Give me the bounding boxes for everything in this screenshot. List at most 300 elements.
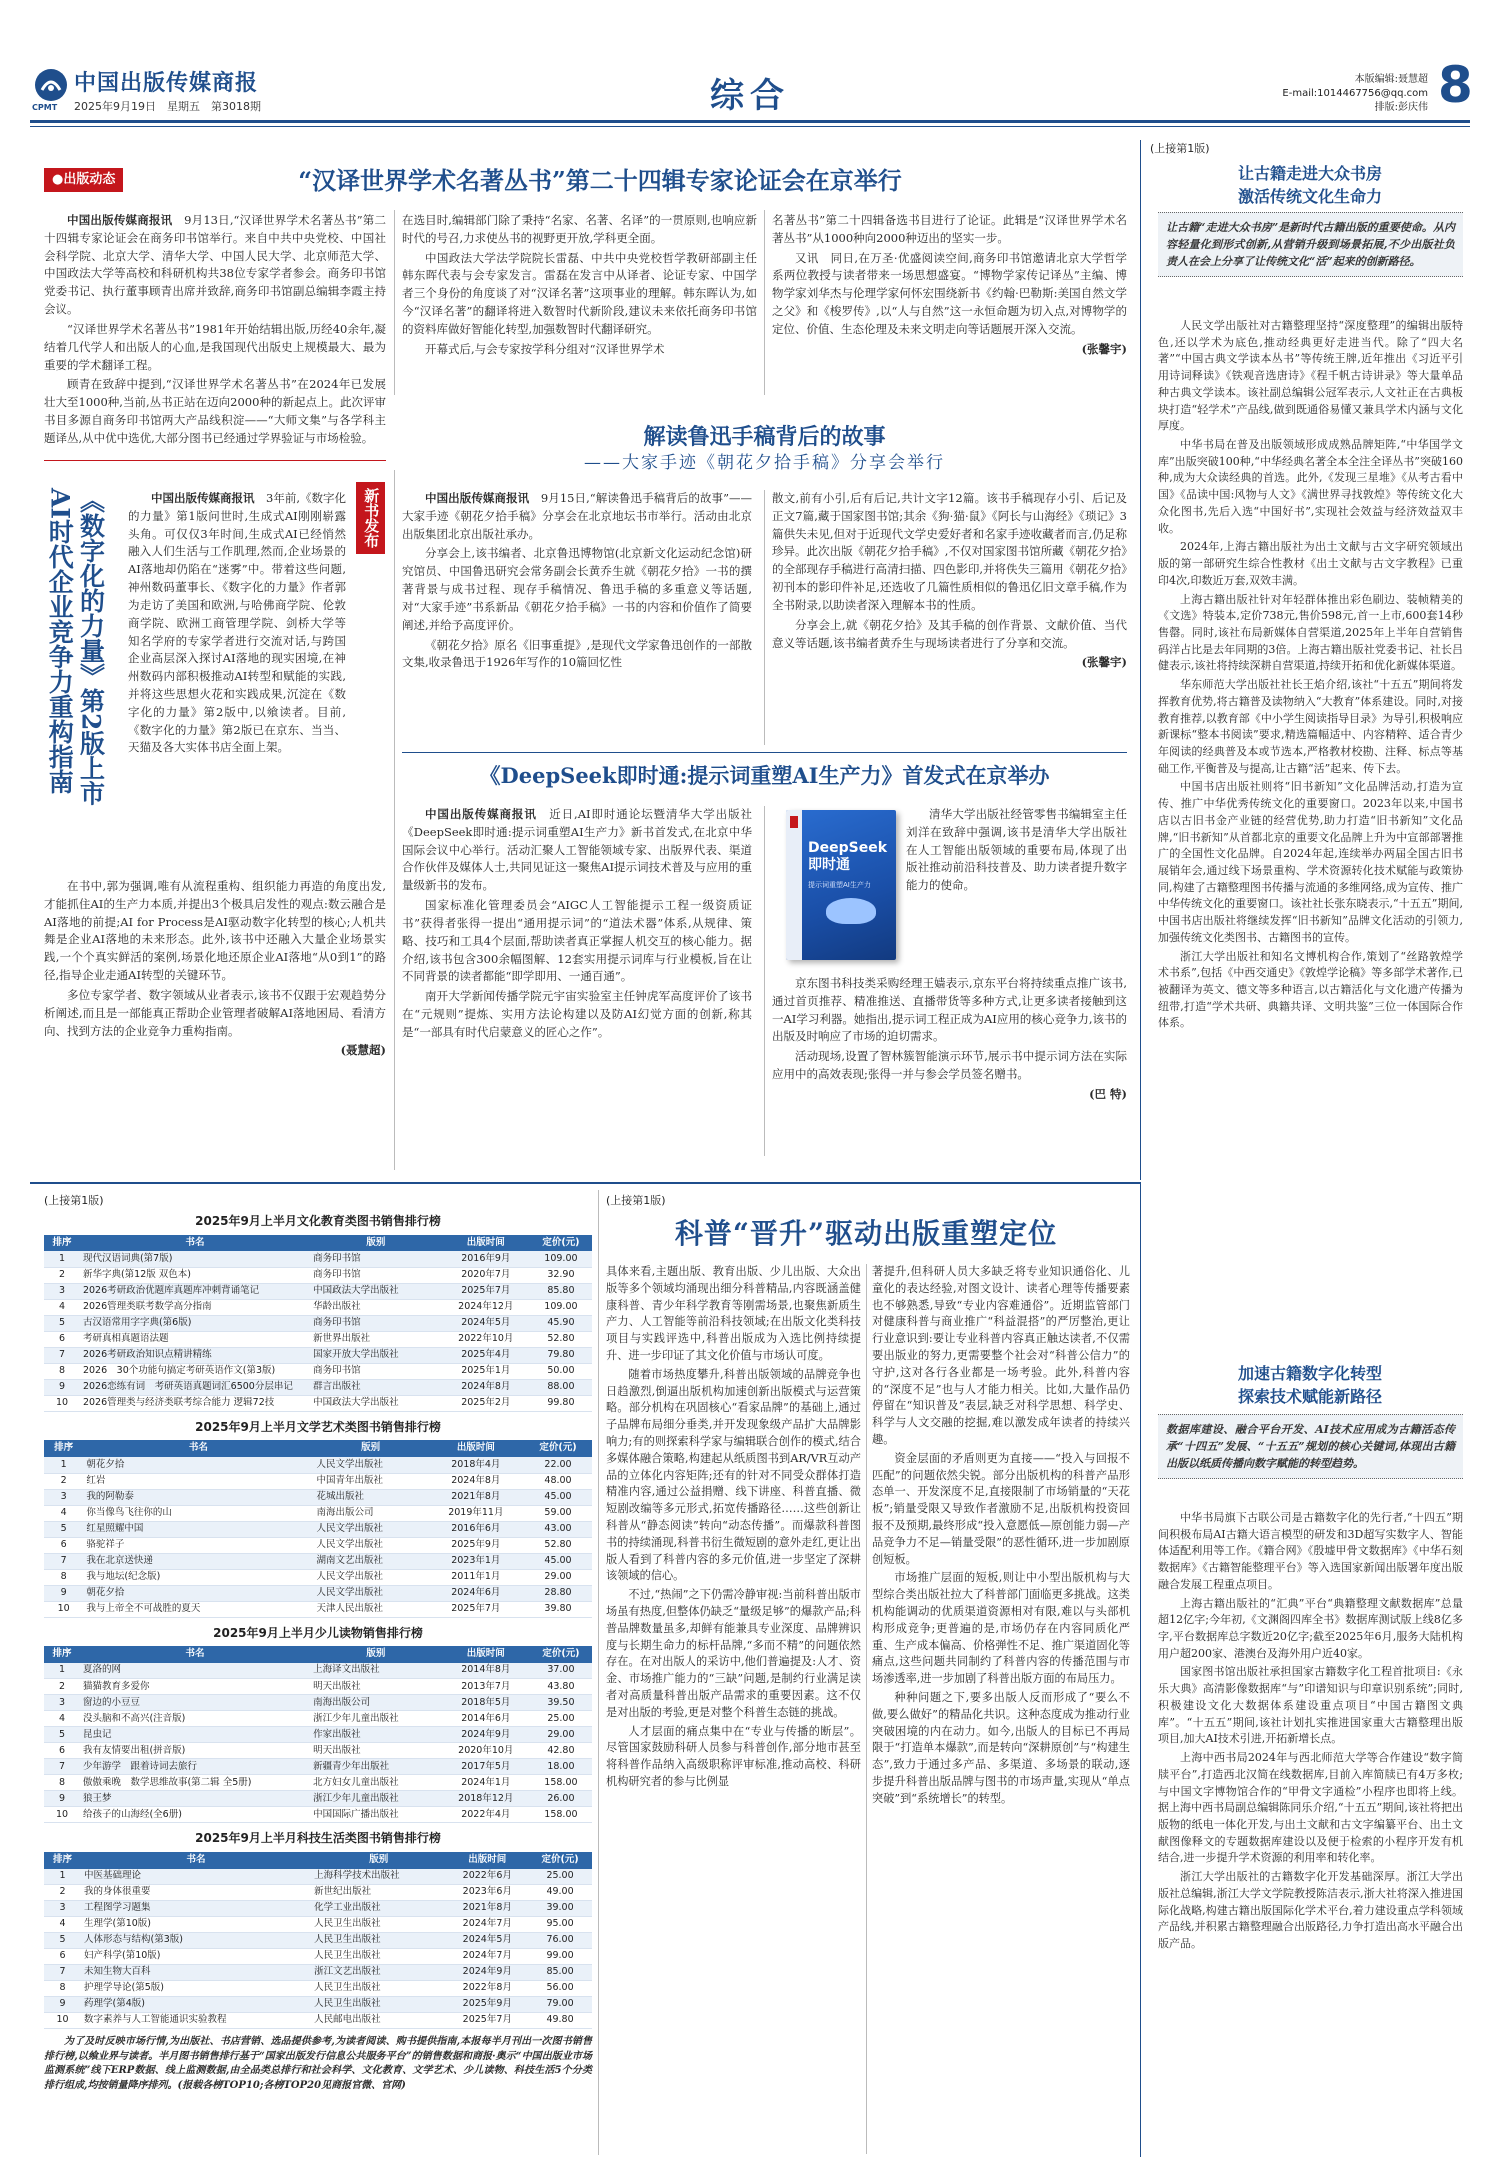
table-cell: 红岩: [83, 1473, 313, 1489]
table-cell: 2016年9月: [442, 1251, 530, 1267]
page-number: 8: [1438, 56, 1473, 114]
table-cell: 45.00: [524, 1489, 592, 1505]
table-cell: 158.00: [530, 1775, 592, 1791]
article1-para: 又讯 同日,在万圣·优盛阅读空间,商务印书馆邀请北京大学哲学系两位教授与读者带来一场思想盛宴。“博物学家传记译丛”主编、博物学家刘华杰与伦理学家何怀宏围绕新书《约翰·巴勒斯:美国自然文学之父》和《梭罗传》,以“人与自然”这一永恒命题为切入点,对博物学的定位、价值、生态伦理及未来文明走向等话题展开深入交流。: [772, 250, 1127, 336]
table-cell: 药理学(第4版): [81, 1997, 311, 2013]
table-row: [44, 1363, 592, 1379]
table-cell: 红星照耀中国: [83, 1521, 313, 1537]
ranking-title: 2025年9月上半月少儿读物销售排行榜: [213, 1625, 423, 1640]
table-cell: 浙江文艺出版社: [311, 1965, 446, 1981]
table-cell: 45.90: [530, 1315, 592, 1331]
table-cell: 5: [44, 1727, 80, 1743]
ranking-header-cell: 书名: [80, 1235, 310, 1252]
table-cell: 49.00: [528, 1885, 592, 1901]
table-cell: 109.00: [530, 1251, 592, 1267]
table-row: [44, 1791, 592, 1807]
table-cell: 99.80: [530, 1395, 592, 1411]
table-cell: 2024年12月: [442, 1299, 530, 1315]
article3-para: 分享会上,就《朝花夕拾》及其手稿的创作背景、文献价值、当代意义等话题,该书编者黄乔生与现场读者进行了分享和交流。: [772, 617, 1127, 650]
table-cell: 2026恋练有词 考研英语真题词汇6500分层串记: [80, 1379, 310, 1395]
table-row: [44, 1569, 592, 1585]
table-cell: 25.00: [530, 1711, 592, 1727]
table-row: [44, 1299, 592, 1315]
table-cell: 2018年4月: [428, 1457, 524, 1473]
ranking-table: [44, 1852, 592, 2029]
table-cell: 2025年1月: [442, 1363, 530, 1379]
layout-credit: 排版:彭庆伟: [1374, 102, 1428, 113]
article3-subtitle: ——大家手迹《朝花夕拾手稿》分享会举行: [584, 453, 945, 473]
article3-col1: [402, 490, 752, 674]
ranking-header-cell: 定价(元): [524, 1440, 592, 1457]
table-cell: 2023年1月: [428, 1553, 524, 1569]
table-cell: 2026考研政治知识点精讲精练: [80, 1347, 310, 1363]
table-cell: 2022年8月: [446, 1981, 528, 1997]
book-cover-subtitle: 提示词重塑AI生产力: [808, 881, 871, 889]
table-cell: 明天出版社: [310, 1679, 442, 1695]
table-cell: 生理学(第10版): [81, 1917, 311, 1933]
article4-col2: [906, 806, 1127, 897]
table-cell: 人民文学出版社: [314, 1521, 428, 1537]
table-cell: 2025年2月: [442, 1395, 530, 1411]
table-cell: 52.80: [530, 1331, 592, 1347]
table-cell: 59.00: [524, 1505, 592, 1521]
table-cell: 99.00: [528, 1949, 592, 1965]
table-cell: 2024年8月: [428, 1473, 524, 1489]
sidebar-para: 浙江大学出版社和知名文博机构合作,策划了“丝路敦煌学术书系”,包括《中西交通史》《敦煌学论稿》等多部学术著作,已被翻译为英文、德文等多种语言,以古籍活化与文化遗产传播为纽带,打造“学术共研、典籍共译、文明共鉴”三位一体国际合作体系。: [1158, 949, 1463, 1030]
table-cell: 50.00: [530, 1363, 592, 1379]
table-row: [44, 1949, 592, 1965]
table-cell: 新世纪出版社: [311, 1885, 446, 1901]
ranking-header-cell: 出版时间: [442, 1235, 530, 1252]
table-row: [44, 1981, 592, 1997]
table-row: [44, 1933, 592, 1949]
article4-title: 《DeepSeek即时通:提示词重塑AI生产力》首发式在京举办: [479, 763, 1050, 788]
table-cell: 3: [44, 1901, 81, 1917]
table-cell: 人民卫生出版社: [311, 1949, 446, 1965]
ranking-header-cell: 书名: [80, 1646, 310, 1663]
table-cell: 39.00: [528, 1901, 592, 1917]
editor-email: E-mail:1014467756@qq.com: [1282, 88, 1428, 99]
table-cell: 48.00: [524, 1473, 592, 1489]
table-cell: 未知生物大百科: [81, 1965, 311, 1981]
table-cell: 43.00: [524, 1521, 592, 1537]
table-cell: 39.50: [530, 1695, 592, 1711]
table-cell: 1: [44, 1869, 81, 1885]
table-cell: 2017年5月: [442, 1759, 530, 1775]
table-cell: 人民文学出版社: [314, 1537, 428, 1553]
table-cell: 南海出版公司: [314, 1505, 428, 1521]
table-cell: 6: [44, 1537, 83, 1553]
table-cell: 商务印书馆: [310, 1363, 442, 1379]
table-cell: 85.80: [530, 1283, 592, 1299]
table-cell: 26.00: [530, 1791, 592, 1807]
table-cell: 工程图学习题集: [81, 1901, 311, 1917]
table-cell: 人民卫生出版社: [311, 1917, 446, 1933]
table-cell: 2: [44, 1885, 81, 1901]
table-row: [44, 1537, 592, 1553]
table-cell: 2025年7月: [428, 1601, 524, 1617]
table-cell: 中国青年出版社: [314, 1473, 428, 1489]
ranking-table: [44, 1646, 592, 1823]
table-cell: 中国国际广播出版社: [310, 1807, 442, 1823]
table-row: [44, 1585, 592, 1601]
article4-para: 京东图书科技类采购经理王嫱表示,京东平台将持续重点推广该书,通过首页推荐、精准推送、直播带货等多种方式,让更多读者接触到这一AI学习利器。她指出,提示词工程正成为AI应用的核心竞争力,该书的出版及时响应了市场的迫切需求。: [772, 976, 1128, 1044]
table-cell: 1: [44, 1663, 80, 1679]
table-cell: 2025年9月: [446, 1997, 528, 2013]
table-cell: 9: [44, 1585, 83, 1601]
table-cell: 朝花夕拾: [83, 1457, 313, 1473]
table-row: [44, 1695, 592, 1711]
article1-col3: [772, 212, 1127, 359]
whale-icon: [826, 898, 876, 924]
sidebar-title2-line2: 探索技术赋能新路径: [1237, 1387, 1382, 1407]
table-cell: 2025年4月: [442, 1347, 530, 1363]
table-cell: 2023年6月: [446, 1885, 528, 1901]
article2-para: 3年前,《数字化的力量》第1版问世时,生成式AI刚刚崭露头角。可仅仅3年时间,生成式AI已经悄然融入人们生活与工作肌理,然而,企业场景的AI落地却仍陷在“迷雾”中。带着这些问题,神州数码董事长、《数字化的力量》作者郭为走访了美国和欧洲,与哈佛商学院、伦敦商学院、欧洲工商管理学院、剑桥大学等知名学府的专家学者进行交流对话,与跨国企业高层深入探讨AI落地的现实困境,在神州数码内部积极推动AI转型和赋能的实践,并将这些思想火花和实践成果,沉淀在《数字化的力量》第2版中,以飨读者。目前,《数字化的力量》第2版已在京东、当当、天猫及各大实体书店全面上架。: [128, 491, 347, 755]
table-cell: 8: [44, 1981, 81, 1997]
table-cell: 43.80: [530, 1679, 592, 1695]
ranking-header-cell: 版别: [314, 1440, 428, 1457]
article1-title: “汉译世界学术名著丛书”第二十四辑专家论证会在京举行: [298, 166, 902, 195]
table-cell: 你当像鸟飞往你的山: [83, 1505, 313, 1521]
table-row: [44, 1965, 592, 1981]
article2-author: (聂慧超): [340, 1043, 386, 1058]
table-cell: 49.80: [528, 2013, 592, 2029]
article1-para: 名著丛书”第二十四辑备选书目进行了论证。此辑是“汉译世界学术名著丛书”从1000种向2000种迈出的坚实一步。: [772, 213, 1127, 245]
table-row: [44, 1869, 592, 1885]
table-cell: 给孩子的山海经(全6册): [80, 1807, 310, 1823]
article4-para: 国家标准化管理委员会“AIGC人工智能提示工程一级资质证书”获得者张得一提出“通用提示词”的“道法术器”体系,从规律、策略、技巧和工具4个层面,帮助读者真正掌握人机交互的核心能力。据介绍,该书包含300余幅图解、12套实用提示词库与行业模板,旨在让不同背景的读者都能“即学即用、一通百通”。: [402, 898, 752, 984]
article4-para: 清华大学出版社经管零售书编辑室主任刘洋在致辞中强调,该书是清华大学出版社在人工智能出版领域的重要布局,体现了出版社推动前沿科技普及、助力读者提升数字能力的使命。: [906, 807, 1127, 893]
table-cell: 2025年7月: [446, 2013, 528, 2029]
table-cell: 95.00: [528, 1917, 592, 1933]
table-cell: 39.80: [524, 1601, 592, 1617]
table-cell: 没头脑和不高兴(注音版): [80, 1711, 310, 1727]
table-cell: 夏洛的网: [80, 1663, 310, 1679]
table-cell: 7: [44, 1347, 80, 1363]
table-cell: 我在北京送快递: [83, 1553, 313, 1569]
article3-title: 解读鲁迅手稿背后的故事: [643, 424, 886, 450]
table-cell: 人民文学出版社: [314, 1585, 428, 1601]
article3-para: 9月15日,“解读鲁迅手稿背后的故事”——大家手迹《朝花夕拾手稿》分享会在北京地坛书市举行。活动由北京出版集团北京出版社承办。: [402, 491, 753, 541]
table-cell: 我的身体很重要: [81, 1885, 311, 1901]
table-cell: 85.00: [528, 1965, 592, 1981]
table-cell: 2024年1月: [442, 1775, 530, 1791]
article1-byline: 中国出版传媒商报讯: [67, 213, 173, 227]
table-row: [44, 1663, 592, 1679]
table-cell: 4: [44, 1505, 83, 1521]
table-cell: 人民文学出版社: [314, 1457, 428, 1473]
article1-col1: [44, 212, 386, 450]
rankings-block: [44, 1206, 592, 2093]
table-cell: 2018年12月: [442, 1791, 530, 1807]
sidebar-title-line2: 激活传统文化生命力: [1237, 187, 1382, 207]
article2-para: 在书中,郭为强调,唯有从流程重构、组织能力再造的角度出发,才能抓住AI的生产力本质,并提出3个极具启发性的观点:数云融合是AI落地的前提;AI for Process是AI驱动数字化转型的核心;人机共舞是企业AI落地的未来形态。此外,该书中还融入大量企业场景实践,一个个真实鲜活的案例,场景化地还原企业AI落地“从0到1”的路径,指导企业走通AI转型的关键环节。: [44, 879, 386, 983]
table-cell: 42.80: [530, 1743, 592, 1759]
table-cell: 数字素养与人工智能通识实验教程: [81, 2013, 311, 2029]
table-cell: 商务印书馆: [310, 1251, 442, 1267]
article4-col2b: [772, 975, 1127, 1104]
table-cell: 朝花夕拾: [83, 1585, 313, 1601]
table-cell: 10: [44, 1601, 83, 1617]
table-row: [44, 2013, 592, 2029]
table-row: [44, 1331, 592, 1347]
table-cell: 10: [44, 2013, 81, 2029]
table-cell: 浙江少年儿童出版社: [310, 1791, 442, 1807]
table-cell: 4: [44, 1299, 80, 1315]
table-row: [44, 1553, 592, 1569]
table-row: [44, 1489, 592, 1505]
article5-para: 种种问题之下,要多出版人反而形成了“要么不做,要么做好”的精品化共识。这种态度成为推动行业突破困境的内在动力。如今,出版人的目标已不再局限于“打造单本爆款”,而是转向“深耕原创”与“构建生态”,致力于通过多产品、多渠道、多场景的联动,逐步提升科普出版品牌与图书的市场声量,实现从“单点突破”到“系统增长”的转型。: [872, 1690, 1130, 1805]
ranking-header-cell: 版别: [310, 1646, 442, 1663]
article5-para: 市场推广层面的短板,则让中小型出版机构与大型综合类出版社拉大了科普部门面临更多挑战。这类机构能调动的优质渠道资源相对有限,难以与头部机构形成竞争;更普遍的是,市场仍存在内容同质化严重、生产成本偏高、价格弹性不足、推广渠道固化等痛点,这些问题共同制约了科普内容的传播范围与市场渗透率,进一步加剧了科普出版方面的布局压力。: [872, 1571, 1130, 1686]
table-cell: 5: [44, 1521, 83, 1537]
ranking-table: [44, 1440, 592, 1617]
ranking-header-cell: 书名: [83, 1440, 313, 1457]
ranking-table-science: [44, 1829, 592, 2029]
table-cell: 天津人民出版社: [314, 1601, 428, 1617]
table-cell: 妇产科学(第10版): [81, 1949, 311, 1965]
article4-para: 南开大学新闻传播学院元宇宙实验室主任钟虎军高度评价了该书在“元规则”提炼、实用方法论构建以及防AI幻觉方面的创新,称其是“一部具有时代启蒙意义的匠心之作”。: [402, 989, 752, 1039]
article1-para: “汉译世界学术名著丛书”1981年开始结辑出版,历经40余年,凝结着几代学人和出版人的心血,是我国现代出版史上规模最大、最为重要的学术翻译工程。: [44, 321, 386, 372]
table-row: [44, 1727, 592, 1743]
table-cell: 现代汉语词典(第7版): [80, 1251, 310, 1267]
sidebar-para: 浙江大学出版社的古籍数字化开发基础深厚。浙江大学出版社总编辑,浙江大学文学院教授陈洁表示,浙大社将深入推进国际化战略,构建古籍出版国际化学术平台,着力建设重点学科领域产品线,并积累古籍整理融合出版路径,力争打造出高水平融合出版产品。: [1158, 1870, 1463, 1950]
table-row: [44, 1251, 592, 1267]
table-cell: 2024年6月: [428, 1585, 524, 1601]
table-cell: 我与地坛(纪念版): [83, 1569, 313, 1585]
ranking-header-cell: 版别: [311, 1852, 446, 1869]
article5-continued: (上接第1版): [606, 1194, 666, 1207]
table-cell: 7: [44, 1553, 83, 1569]
table-cell: 37.00: [530, 1663, 592, 1679]
sidebar-para: 上海中西书局2024年与西北师范大学等合作建设“数字简牍平台”,打造西北汉简在线数据库,目前入库简牍已有4万多枚;与中国文字博物馆合作的“甲骨文字通检”小程序也即将上线。据上海中西书局副总编辑陈同乐介绍,“十五五”期间,该社将把出版物的纸电一体化开发,与出土文献和古文字编纂平台、出土文献图像释文的专题数据库建设以及便于检索的小程序开发有机结合,进一步提升学术资源的利用率和转化率。: [1158, 1751, 1463, 1865]
table-cell: 2: [44, 1679, 80, 1695]
article5-col2: [872, 1264, 1130, 1810]
table-cell: 2026考研政治优题库真题库冲刺背诵笔记: [80, 1283, 310, 1299]
ranking-title: 2025年9月上半月科技生活类图书销售排行榜: [195, 1831, 441, 1846]
table-cell: 昆虫记: [80, 1727, 310, 1743]
table-cell: 8: [44, 1775, 80, 1791]
table-cell: 华龄出版社: [310, 1299, 442, 1315]
table-cell: 2014年8月: [442, 1663, 530, 1679]
sidebar-title2-line1: 加速古籍数字化转型: [1237, 1364, 1382, 1383]
table-cell: 中医基础理论: [81, 1869, 311, 1885]
article4-para: 活动现场,设置了智林簇智能演示环节,展示书中提示词方法在实际应用中的高效表现;张得一并与参会学员签名赠书。: [772, 1049, 1127, 1082]
article3-para: 散文,前有小引,后有后记,共计文字12篇。该书手稿现存小引、后记及正文7篇,藏于国家图书馆;其余《狗·猫·鼠》《阿长与山海经》《琐记》3篇供失未见,但对于近现代文学史爱好者和名家手迹收藏者而言,仍足称珍异。此次出版《朝花夕拾手稿》,不仅对国家图书馆所藏《朝花夕拾》的全部现存手稿进行高清扫描、四色影印,并将佚失三篇用《朝花夕拾》初刊本的影印件补足,还选收了几篇性质相似的鲁迅亿旧文章手稿,作为全书附录,以助读者深入理解本书的性质。: [772, 491, 1127, 612]
table-row: [44, 1267, 592, 1283]
masthead-rule: [30, 120, 1470, 123]
table-cell: 新世界出版社: [310, 1331, 442, 1347]
table-cell: 人民卫生出版社: [311, 1933, 446, 1949]
table-cell: 中国政法大学出版社: [310, 1395, 442, 1411]
table-cell: 9: [44, 1379, 80, 1395]
section-title: 综合: [710, 76, 790, 116]
article5-para: 随着市场热度攀升,科普出版领域的品牌竞争也日趋激烈,倒逼出版机构加速创新出版模式与运营策略。部分机构在巩固核心“看家品牌”的基础上,通过子品牌布局细分垂类,并开发现象级产品扩大品牌影响力;有的则探索科学家与编辑联合创作的模式,结合多媒体融合策略,构建起从纸质图书到AR/VR互动产品的立体化内容矩阵;还有的针对不同受众群体打造精准内容,通过公益捐赠、线下讲座、科普直播、微短剧改编等多元形式,拓宽传播路径……这些创新让科普从“静态阅读”转向“动态传播”。而爆款科普图书的持续涌现,科普书衍生微短剧的意外走红,更让出版人看到了科普内容的多元价值,进一步坚定了深耕该领域的信心。: [606, 1367, 861, 1583]
table-row: [44, 1347, 592, 1363]
table-cell: 2014年6月: [442, 1711, 530, 1727]
table-cell: 6: [44, 1331, 80, 1347]
table-row: [44, 1473, 592, 1489]
table-cell: 我的阿勒泰: [83, 1489, 313, 1505]
table-cell: 2024年9月: [446, 1965, 528, 1981]
article5-para: 人才层面的痛点集中在“专业与传播的断层”。尽管国家鼓励科研人员参与科普创作,部分地市甚至将科普作品纳入高级职称评审标准,推动高校、科研机构研究者的参与比例显: [606, 1724, 861, 1788]
mid-rule: [30, 1182, 1140, 1184]
table-row: [44, 1395, 592, 1411]
article3-para: 分享会上,该书编者、北京鲁迅博物馆(北京新文化运动纪念馆)研究馆员、中国鲁迅研究会常务副会长黄乔生就《朝花夕拾》一书的撰著背景与成书过程、现存手稿情况、鲁迅手稿的多重意义等话题,对“大家手迹”书系新品《朝花夕拾手稿》一书的内容和价值作了简要阐述,并给予高度评价。: [402, 546, 752, 632]
sidebar-para: 中国书店出版社则将“旧书新知”文化品牌活动,打造为宣传、推广中华优秀传统文化的重要窗口。2023年以来,中国书店以古旧书金产业链的经营优势,助力打造“旧书新知”文化品牌,“旧书新知”从首都北京的重要文化品牌上升为中宣部部署推广的全国性文化品牌。自2024年起,连续举办两届全国古旧书展销年会,通过线下场景重构、学术资源转化技术赋能与政策协同,构建了古籍整理图书传播与流通的多维网络,成为宣传、推广中华传统文化的重要窗口。该社社长张东晓表示,“十五五”期间,中国书店出版社将继续发挥“旧书新知”品牌文化活动的引领力,加强传统文化类图书、古籍图书的宣传。: [1158, 780, 1463, 944]
table-cell: 2024年5月: [446, 1933, 528, 1949]
table-cell: 79.80: [530, 1347, 592, 1363]
article2-title-line1: 《数字化的力量》第2版上市: [76, 488, 106, 806]
table-cell: 化学工业出版社: [311, 1901, 446, 1917]
article2-wide: [44, 878, 386, 1060]
table-cell: 浙江少年儿童出版社: [310, 1711, 442, 1727]
ranking-title: 2025年9月上半月文学艺术类图书销售排行榜: [195, 1419, 441, 1434]
table-cell: 2022年4月: [442, 1807, 530, 1823]
table-cell: 2024年5月: [442, 1315, 530, 1331]
table-cell: 2: [44, 1267, 80, 1283]
table-cell: 4: [44, 1711, 80, 1727]
sidebar-title2: [1150, 1362, 1470, 1408]
table-cell: 傲傲乘晚 数学思维故事(第二辑 全5册): [80, 1775, 310, 1791]
table-cell: 2024年7月: [446, 1949, 528, 1965]
table-cell: 2016年6月: [428, 1521, 524, 1537]
table-cell: 9: [44, 1791, 80, 1807]
table-cell: 2026 30个功能句搞定考研英语作文(第3版): [80, 1363, 310, 1379]
ranking-table-education: [44, 1212, 592, 1412]
table-cell: 7: [44, 1965, 81, 1981]
table-cell: 9: [44, 1997, 81, 2013]
table-cell: 2026管理类与经济类联考综合能力 逻辑72技: [80, 1395, 310, 1411]
ranking-header-cell: 定价(元): [530, 1646, 592, 1663]
table-cell: 2024年7月: [446, 1917, 528, 1933]
table-row: [44, 1457, 592, 1473]
table-cell: 商务印书馆: [310, 1315, 442, 1331]
table-cell: 猫猫教育多爱你: [80, 1679, 310, 1695]
table-cell: 29.00: [530, 1727, 592, 1743]
ranking-title: 2025年9月上半月文化教育类图书销售排行榜: [195, 1214, 441, 1228]
table-cell: 花城出版社: [314, 1489, 428, 1505]
sidebar-continued: (上接第1版): [1150, 142, 1210, 155]
table-cell: 2018年5月: [442, 1695, 530, 1711]
article1-para: 中国政法大学法学院院长雷磊、中共中央党校哲学教研部副主任韩东晖代表与会专家发言。雷磊在发言中从译者、论证专家、中国学者三个身份的角度谈了对“汉译名著”这项事业的理解。韩东晖认为,如今“汉译名著”的翻译将进入数智时代新阶段,建议未来依托商务印书馆的资料库做好智能化转型,加强数智时代翻译研究。: [402, 250, 757, 336]
table-cell: 28.80: [524, 1585, 592, 1601]
table-cell: 5: [44, 1315, 80, 1331]
table-cell: 6: [44, 1743, 80, 1759]
table-cell: 79.00: [528, 1997, 592, 2013]
sidebar-title-line1: 让古籍走进大众书房: [1237, 164, 1382, 183]
sidebar-para: 华东师范大学出版社社长王焰介绍,该社“十五五”期间将发挥教育优势,将古籍普及读物纳入“大教育”体系建设。同时,对接教育推荐,以教育部《中小学生阅读指导目录》为导引,积极响应新课标“整本书阅读”要求,精选篇幅适中、内容精粹、适合青少年阅读的经典普及本或节选本,严格教材校勘、注释、标点等基础工作,平衡普及与提高,让古籍“活”起来、传下去。: [1158, 678, 1463, 775]
sidebar-para: 中华书局旗下古联公司是古籍数字化的先行者,“十四五”期间积极布局AI古籍大语言模型的研发和3D超写实数字人、智能体适配利用等工作。《籍合网》《殷墟甲骨文数据库》《中华石刻数据库》《古籍智能整理平台》等入选国家新闻出版署年度出版融合发展工程重点项目。: [1158, 1511, 1463, 1591]
logo-icon: [34, 68, 68, 102]
table-cell: 人民文学出版社: [314, 1569, 428, 1585]
table-row: [44, 1759, 592, 1775]
table-cell: 我与上帝全不可战胜的夏天: [83, 1601, 313, 1617]
sidebar-para: 上海古籍出版社的“汇典”平台“典籍整理文献数据库”总量超12亿字;今年初,《文渊阁四库全书》数据库测试版上线8亿多字,平台数据库总字数近20亿字;截至2025年6月,服务大陆机构用户超200家、港澳台及海外用户近40家。: [1158, 1596, 1463, 1660]
table-cell: 国家开放大学出版社: [310, 1347, 442, 1363]
sidebar-lead: 让古籍“走进大众书房”是新时代古籍出版的重要使命。从内容轻量化到形式创新,从营销升级到场景拓展,不少出版社负责人在会上分享了让传统文化“活”起来的创新路径。: [1158, 212, 1463, 277]
table-row: [44, 1901, 592, 1917]
table-cell: 中国政法大学出版社: [310, 1283, 442, 1299]
sidebar-para: 2024年,上海古籍出版社为出土文献与古文字研究领域出版的第一部研究生综合性教材《出土文献与古文字教程》已重印4次,印数近万套,双效丰满。: [1158, 540, 1463, 587]
ranking-header-cell: 排序: [44, 1440, 83, 1457]
table-cell: 2022年10月: [442, 1331, 530, 1347]
table-cell: 人民邮电出版社: [311, 2013, 446, 2029]
table-cell: 5: [44, 1933, 81, 1949]
table-cell: 2021年8月: [446, 1901, 528, 1917]
sidebar-para: 中华书局在普及出版领域形成成熟品牌矩阵,“中华国学文库”出版突破100种,“中华经典名著全本全注全译丛书”突破160种,成为大众读经典的首选。此外,《发现三星堆》《从考古看中国》《品读中国:风物与人文》《满世界寻找敦煌》等传统文化大众化图书,先后入选“中国好书”,实现社会效益与经济效益双丰收。: [1158, 438, 1463, 535]
logo-text: CPMT: [32, 103, 58, 112]
table-cell: 8: [44, 1363, 80, 1379]
table-cell: 群言出版社: [310, 1379, 442, 1395]
table-cell: 作家出版社: [310, 1727, 442, 1743]
table-cell: 52.80: [524, 1537, 592, 1553]
ranking-header-cell: 定价(元): [528, 1852, 592, 1869]
table-cell: 2013年7月: [442, 1679, 530, 1695]
ranking-header-cell: 出版时间: [446, 1852, 528, 1869]
ranking-header-cell: 书名: [81, 1852, 311, 1869]
table-row: [44, 1315, 592, 1331]
table-cell: 2024年9月: [442, 1727, 530, 1743]
article3-author: (张馨宇): [1081, 655, 1127, 670]
table-cell: 2020年10月: [442, 1743, 530, 1759]
table-cell: 10: [44, 1395, 80, 1411]
table-cell: 商务印书馆: [310, 1267, 442, 1283]
ranking-table-literature: [44, 1418, 592, 1618]
article2-vertical-title: [44, 488, 107, 858]
table-cell: 45.00: [524, 1553, 592, 1569]
article1-para: 在选目时,编辑部门除了秉持“名家、名著、名译”的一贯原则,也响应新时代的号召,力求使丛书的视野更开放,学科更全面。: [402, 213, 757, 245]
article3-col2: [772, 490, 1127, 672]
table-cell: 少年游学 跟着诗词去旅行: [80, 1759, 310, 1775]
article1-para: 9月13日,“汉译世界学术名著丛书”第二十四辑专家论证会在商务印书馆举行。来自中共中央党校、中国社会科学院、北京大学、清华大学、中国人民大学、北京师范大学、中国政法大学等高校和科研机构共38位专家学者参会。商务印书馆党委书记、执行董事顾青出席并致辞,商务印书馆副总编辑李霞主持会议。: [44, 213, 386, 317]
table-cell: 6: [44, 1949, 81, 1965]
table-cell: 10: [44, 1807, 80, 1823]
table-cell: 2011年1月: [428, 1569, 524, 1585]
table-cell: 护理学导论(第5版): [81, 1981, 311, 1997]
table-cell: 骆驼祥子: [83, 1537, 313, 1553]
table-cell: 窗边的小豆豆: [80, 1695, 310, 1711]
table-cell: 3: [44, 1489, 83, 1505]
table-row: [44, 1679, 592, 1695]
table-cell: 158.00: [530, 1807, 592, 1823]
table-cell: 1: [44, 1251, 80, 1267]
table-cell: 2022年6月: [446, 1869, 528, 1885]
ranking-header-cell: 排序: [44, 1235, 80, 1252]
table-cell: 2021年8月: [428, 1489, 524, 1505]
sidebar-para: 国家图书馆出版社承担国家古籍数字化工程首批项目:《永乐大典》高清影像数据库“与”印谱知识与印章识别系统”;同时,积极建设文化大数据体系建设重点项目“中国古籍图文典库”。“十五五”期间,该社计划扎实推进国家重大古籍整理出版项目,加大AI技术引进,开拓新增长点。: [1158, 1665, 1463, 1746]
table-row: [44, 1807, 592, 1823]
ranking-header-cell: 版别: [310, 1235, 442, 1252]
article2-title-line2: AI时代企业竞争力重构指南: [45, 488, 75, 795]
table-cell: 1: [44, 1457, 83, 1473]
table-cell: 2019年11月: [428, 1505, 524, 1521]
table-cell: 88.00: [530, 1379, 592, 1395]
article5-col1: [606, 1264, 861, 1793]
table-row: [44, 1997, 592, 2013]
table-cell: 2020年7月: [442, 1267, 530, 1283]
table-cell: 新疆青少年出版社: [310, 1759, 442, 1775]
editor-credit: 本版编辑:聂慧超: [1354, 74, 1428, 85]
deepseek-book-cover: [786, 810, 896, 960]
section-tag-new-book: 新书发布: [356, 482, 385, 554]
table-cell: 狼王梦: [80, 1791, 310, 1807]
date-line: 2025年9月19日 星期五 第3018期: [74, 100, 261, 113]
table-cell: 湖南文艺出版社: [314, 1553, 428, 1569]
table-row: [44, 1521, 592, 1537]
table-cell: 4: [44, 1917, 81, 1933]
